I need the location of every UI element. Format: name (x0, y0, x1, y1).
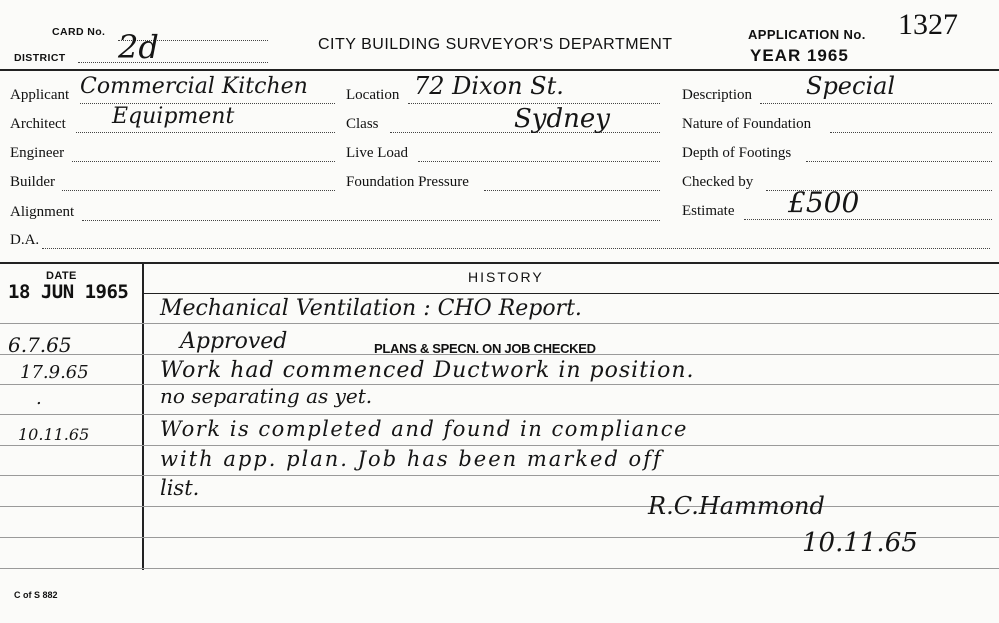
da-label: D.A. (10, 232, 40, 248)
date-stamp: 18 JUN 1965 (8, 281, 129, 303)
description-value: Special (806, 72, 896, 100)
form-code: C of S 882 (14, 590, 58, 600)
architect-label: Architect (10, 116, 66, 132)
history-entry-text: no separating as yet. (160, 384, 373, 408)
foundation-pressure-label: Foundation Pressure (346, 174, 469, 190)
depth-label: Depth of Footings (682, 145, 792, 161)
history-entry-text: Work had commenced Ductwork in position. (160, 358, 695, 383)
application-number: 1327 (898, 8, 958, 41)
location-value: 72 Dixon St. (414, 72, 564, 100)
department-title: CITY BUILDING SURVEYOR'S DEPARTMENT (318, 36, 673, 53)
estimate-label: Estimate (682, 203, 735, 219)
class-value: Sydney (514, 104, 610, 134)
history-entry-date: 10.11.65 (18, 425, 90, 444)
estimate-value: £500 (788, 186, 860, 219)
signature: R.C.Hammond (648, 492, 825, 520)
nature-line (830, 132, 992, 133)
description-line (760, 103, 992, 104)
history-entry-date: 6.7.65 (8, 333, 72, 357)
description-label: Description (682, 87, 752, 103)
architect-line (76, 132, 335, 133)
history-entry-text: list. (160, 476, 200, 500)
date-label: DATE (46, 270, 77, 282)
da-line (42, 248, 990, 249)
architect-value: Equipment (112, 104, 235, 129)
history-entry-text: Approved (180, 329, 288, 354)
alignment-label: Alignment (10, 204, 75, 220)
location-label: Location (346, 87, 400, 103)
engineer-label: Engineer (10, 145, 65, 161)
history-entry-date: 17.9.65 (20, 362, 89, 383)
district-label: DISTRICT (14, 52, 66, 64)
district-line (78, 62, 268, 63)
header-divider (0, 69, 999, 71)
history-entry (0, 358, 999, 392)
district-value: 2d (118, 28, 159, 66)
applicant-value: Commercial Kitchen (80, 74, 308, 99)
engineer-line (72, 161, 335, 162)
history-title: HISTORY (468, 269, 544, 285)
class-label: Class (346, 116, 379, 132)
signature-date: 10.11.65 (802, 528, 918, 558)
alignment-line (82, 220, 660, 221)
history-top-border (0, 262, 999, 264)
year-label: YEAR 1965 (750, 46, 849, 65)
history-entry-text: Mechanical Ventilation : CHO Report. (160, 296, 582, 321)
history-entry-text: Work is completed and found in compliance (160, 417, 688, 441)
history-entry-date: . (36, 388, 42, 409)
history-entry (0, 476, 999, 514)
history-header-divider (142, 293, 999, 294)
live-load-label: Live Load (346, 145, 409, 161)
application-label: APPLICATION No. (748, 27, 866, 42)
builder-line (62, 190, 335, 191)
foundation-pressure-line (484, 190, 660, 191)
history-entry (0, 296, 999, 332)
checked-label: Checked by (682, 174, 754, 190)
history-rule (0, 568, 999, 569)
estimate-line (744, 219, 992, 220)
applicant-label: Applicant (10, 87, 70, 103)
nature-label: Nature of Foundation (682, 116, 812, 132)
history-entry-text: with app. plan. Job has been marked off (160, 447, 663, 471)
live-load-line (418, 161, 660, 162)
depth-line (806, 161, 992, 162)
history-entry (0, 447, 999, 483)
checked-stamp: PLANS & SPECN. ON JOB CHECKED (374, 341, 596, 356)
card-no-label: CARD No. (52, 26, 106, 38)
builder-label: Builder (10, 174, 55, 190)
